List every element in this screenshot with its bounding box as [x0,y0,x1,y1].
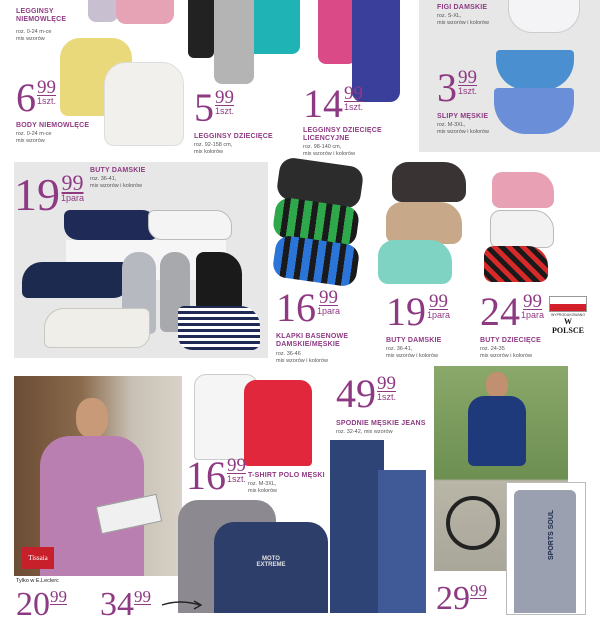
slipy-price: 3 $\frac{99}{\text{1szt.}}$ [437,65,478,110]
shoes-women-desc-2: mix wzorów i kolorów [386,353,438,359]
cyclist-jacket [468,396,526,466]
leggings-pink-image [318,0,356,64]
shoes-women-big-desc-2: mix wzorów i kolorów [90,183,142,189]
made-in-poland-badge [548,296,588,335]
leggings-licensed-desc-2: mix wzorów i kolorów [303,151,355,157]
moccasin-beige-image [386,202,462,244]
tshirt-print: MOTO EXTREME [256,556,286,568]
body-desc-1: roz. 0-24 m-ce [16,131,52,137]
man-head [76,398,108,438]
leggings-black-image [188,0,214,58]
jeans-name: SPODNIE MĘSKIE JEANS [336,420,426,427]
sweatpants-print: SPORTS SOUL [548,509,555,560]
leggings-licensed-price: 14 $\frac{99}{\text{1szt.}}$ [303,81,364,126]
jeans-desc: roz. 32-42, mix wzorów [336,429,393,435]
shoe-white-image [148,210,232,240]
bottom-price-1: 20 99 [16,586,67,623]
slipy-desc-1: roz. M-3XL, [437,122,466,128]
leggings-kids-price: 5 $\frac{99}{\text{1szt.}}$ [194,85,235,130]
cyclist-head [486,372,508,398]
shoes-women-big-name: BUTY DAMSKIE [90,167,146,174]
shoes-kids-desc-1: roz. 24-35 [480,346,505,352]
brand-logo-text: Tissaia [28,554,48,562]
shoes-women-big-desc-1: roz. 36-41, [90,176,117,182]
leggings-grey-image [214,0,254,84]
figi-desc-1: roz. S-XL, [437,13,462,19]
baby-leggings-image [88,0,118,22]
shoe-navy-image [64,210,158,240]
slippers-name: KLAPKI BASENOWE DAMSKIE/MĘSKIE [276,333,349,349]
leggings-kids-name: LEGGINSY DZIECIĘCE [194,133,273,140]
polo-red-image [244,380,312,466]
shoes-women-name: BUTY DAMSKIE [386,337,442,344]
figi-desc-2: mix wzorów i kolorów [437,20,489,26]
moccasin-dark-image [392,162,466,202]
slipy-name: SLIPY MĘSKIE [437,113,489,120]
polo-desc-1: roz. M-3XL, [248,481,277,487]
slippers-desc-2: mix wzorów i kolorów [276,358,328,364]
slippers-price: 16 $\frac{99}{\text{1para}}$ [276,285,341,330]
leggings-licensed-name: LEGGINSY DZIECIĘCE LICENCYJNE [303,127,382,143]
shoe-black-image [196,252,242,312]
brand-logo [22,547,54,569]
baby-leggings-image-2 [116,0,174,24]
figi-image [508,0,580,33]
arrow-icon [160,598,204,616]
jeans-image-1 [330,440,384,613]
brand-caption: Tylko w E.Leclerc [16,578,59,584]
sweatpants-image [514,490,576,613]
shoes-kids-price: 24 $\frac{99}{\text{1para}}$ [480,289,545,334]
polo-price: 16 $\frac{99}{\text{1szt.}}$ [186,453,247,498]
figi-name: FIGI DAMSKIE [437,4,488,11]
body-white-image [104,62,184,146]
jeans-image-2 [378,470,426,613]
polo-desc-2: mix kolorów [248,488,278,494]
shoes-kids-name: BUTY DZIECIĘCE [480,337,542,344]
polo-name: T-SHIRT POLO MĘSKI [248,472,325,479]
kids-shoe-red-image [484,246,548,282]
shoe-striped-image [178,306,260,350]
shoes-women-big-price: 19 $\frac{99}{\text{1para}}$ [14,169,85,220]
bike-wheel-front [446,496,500,550]
kids-shoe-white-image [490,210,554,248]
shoe-navy-flat-image [22,262,128,298]
leggings-kids-desc-2: mix kolorów [194,149,224,155]
leggings-licensed-desc-1: roz. 98-140 cm, [303,144,342,150]
shoes-women-price: 19 $\frac{99}{\text{1para}}$ [386,289,451,334]
shoe-white-flat-image [44,308,150,348]
shoes-kids-desc-2: mix wzorów i kolorów [480,353,532,359]
leggings-baby-desc-2: mix wzorów [16,36,45,42]
kids-shoe-pink-image [492,172,554,208]
shoes-women-desc-1: roz. 36-41, [386,346,413,352]
badge-bottom-text: W POLSCE [551,317,584,335]
body-name: BODY NIEMOWLĘCE [16,122,90,129]
body-desc-2: mix wzorów [16,138,45,144]
poland-flag-icon [549,296,587,312]
bottom-price-2: 34 99 [100,586,151,623]
leggings-baby-desc-1: roz. 0-24 m-ce [16,29,52,35]
bottom-price-3: 29 99 [436,580,487,617]
leggings-kids-desc-1: roz. 92-158 cm, [194,142,233,148]
sneaker-mint-image [378,240,452,284]
slippers-desc-1: roz. 36-46 [276,351,301,357]
body-price: 6 $\frac{99}{\text{1szt.}}$ [16,75,57,120]
jeans-price: 49 $\frac{99}{\text{1szt.}}$ [336,371,397,416]
badge-top-text: WYPRODUKOWANO [550,313,586,317]
leggings-baby-name: LEGGINSY NIEMOWLĘCE [16,8,67,24]
slipy-desc-2: mix wzorów i kolorów [437,129,489,135]
